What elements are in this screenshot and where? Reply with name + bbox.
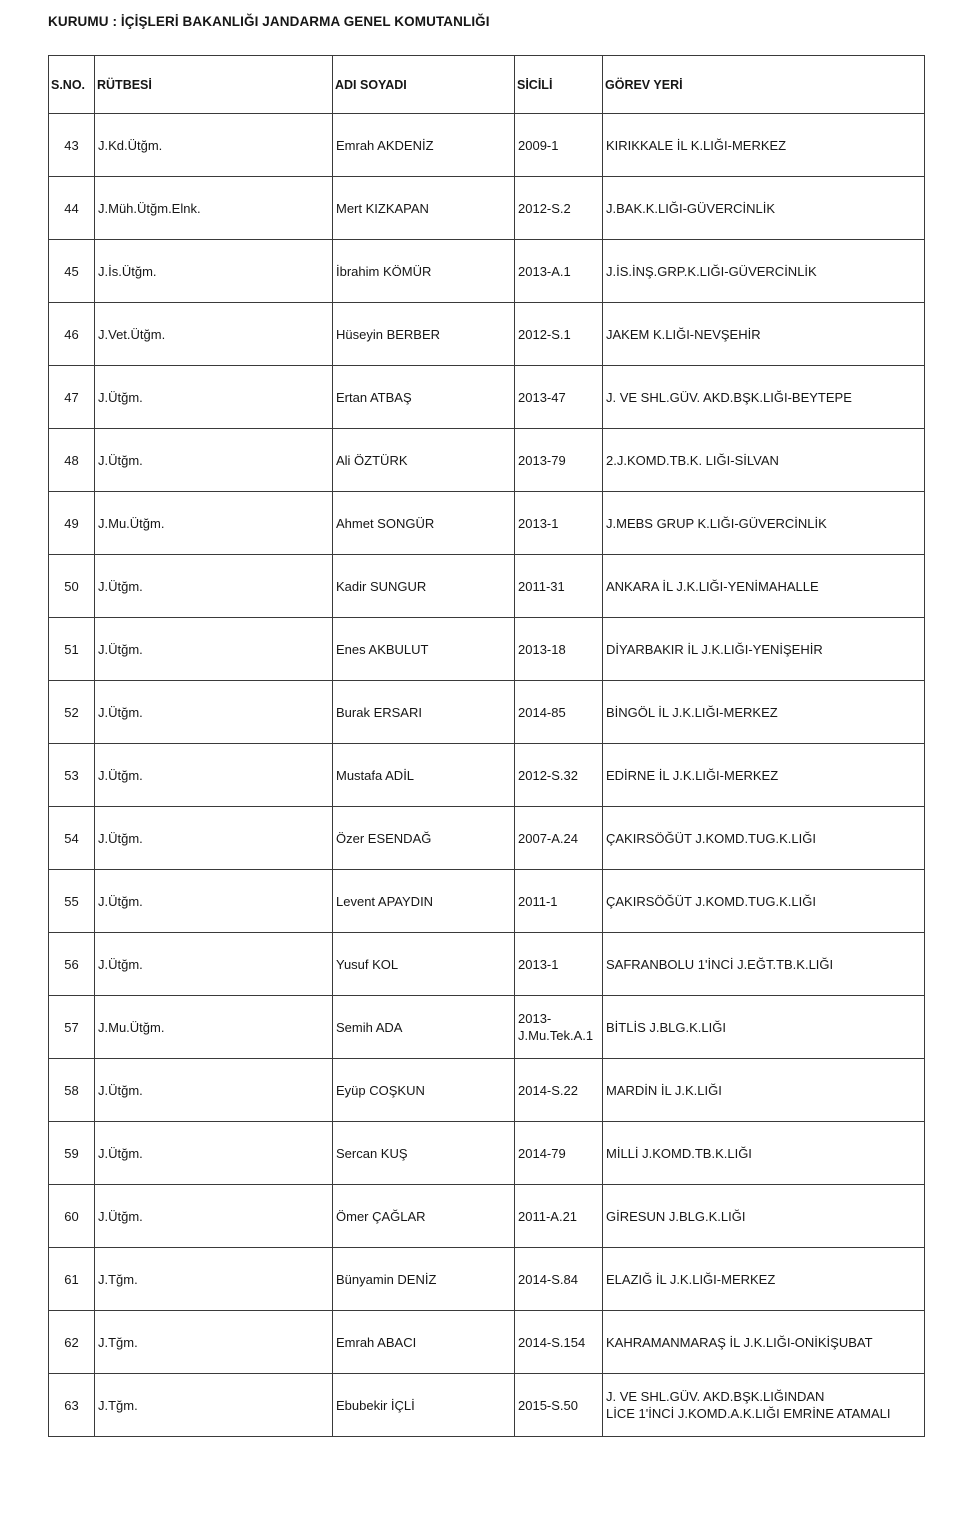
- cell-registry: 2012-S.2: [515, 177, 603, 240]
- cell-duty-station: BİTLİS J.BLG.K.LIĞI: [603, 996, 925, 1059]
- cell-rank: J.Kd.Ütğm.: [95, 114, 333, 177]
- table-row: [49, 303, 925, 366]
- cell-duty-station: DİYARBAKIR İL J.K.LIĞI-YENİŞEHİR: [603, 618, 925, 681]
- table-row: [49, 240, 925, 303]
- cell-sno: 59: [49, 1122, 95, 1185]
- cell-sno: 63: [49, 1374, 95, 1437]
- cell-rank: J.Mu.Ütğm.: [95, 996, 333, 1059]
- cell-duty-station: ÇAKIRSÖĞÜT J.KOMD.TUG.K.LIĞI: [603, 870, 925, 933]
- cell-rank: J.Müh.Ütğm.Elnk.: [95, 177, 333, 240]
- cell-duty-station: MARDİN İL J.K.LIĞI: [603, 1059, 925, 1122]
- cell-rank: J.Ütğm.: [95, 618, 333, 681]
- cell-registry: 2013-1: [515, 933, 603, 996]
- cell-sno: 62: [49, 1311, 95, 1374]
- cell-duty-station: J.MEBS GRUP K.LIĞI-GÜVERCİNLİK: [603, 492, 925, 555]
- cell-name: Enes AKBULUT: [333, 618, 515, 681]
- cell-duty-station: ELAZIĞ İL J.K.LIĞI-MERKEZ: [603, 1248, 925, 1311]
- cell-registry: 2013-1: [515, 492, 603, 555]
- column-header-name: ADI SOYADI: [333, 56, 515, 114]
- cell-sno: 58: [49, 1059, 95, 1122]
- cell-sno: 43: [49, 114, 95, 177]
- table-row: [49, 1059, 925, 1122]
- cell-sno: 57: [49, 996, 95, 1059]
- cell-sno: 53: [49, 744, 95, 807]
- cell-name: Mustafa ADİL: [333, 744, 515, 807]
- cell-duty-station: BİNGÖL İL J.K.LIĞI-MERKEZ: [603, 681, 925, 744]
- cell-rank: J.Ütğm.: [95, 429, 333, 492]
- table-row: [49, 366, 925, 429]
- table-row: [49, 807, 925, 870]
- column-header-registry: SİCİLİ: [515, 56, 603, 114]
- cell-rank: J.Tğm.: [95, 1311, 333, 1374]
- cell-rank: J.Ütğm.: [95, 870, 333, 933]
- column-header-duty-station: GÖREV YERİ: [603, 56, 925, 114]
- organization-title: KURUMU : İÇİŞLERİ BAKANLIĞI JANDARMA GENEL KOMUTANLIĞI: [48, 14, 490, 29]
- cell-registry: 2007-A.24: [515, 807, 603, 870]
- cell-sno: 60: [49, 1185, 95, 1248]
- table-header-row: [49, 56, 925, 114]
- cell-duty-station: JAKEM K.LIĞI-NEVŞEHİR: [603, 303, 925, 366]
- cell-registry: 2012-S.32: [515, 744, 603, 807]
- cell-registry: 2013-79: [515, 429, 603, 492]
- table-row: [49, 996, 925, 1059]
- column-header-sno: S.NO.: [49, 56, 95, 114]
- cell-sno: 47: [49, 366, 95, 429]
- cell-duty-station: KIRIKKALE İL K.LIĞI-MERKEZ: [603, 114, 925, 177]
- cell-sno: 52: [49, 681, 95, 744]
- table-row: [49, 492, 925, 555]
- cell-registry: 2009-1: [515, 114, 603, 177]
- table-row: [49, 1185, 925, 1248]
- table-row: [49, 1311, 925, 1374]
- cell-sno: 55: [49, 870, 95, 933]
- cell-rank: J.Ütğm.: [95, 807, 333, 870]
- cell-name: Emrah ABACI: [333, 1311, 515, 1374]
- cell-name: Yusuf KOL: [333, 933, 515, 996]
- table-row: [49, 933, 925, 996]
- cell-duty-station: ANKARA İL J.K.LIĞI-YENİMAHALLE: [603, 555, 925, 618]
- cell-rank: J.Tğm.: [95, 1248, 333, 1311]
- cell-registry: 2014-S.84: [515, 1248, 603, 1311]
- table-row: [49, 1248, 925, 1311]
- personnel-table: [48, 55, 925, 1437]
- cell-rank: J.Vet.Ütğm.: [95, 303, 333, 366]
- table-body: [49, 114, 925, 1437]
- cell-registry: 2014-S.154: [515, 1311, 603, 1374]
- table-row: [49, 1122, 925, 1185]
- cell-duty-station: J.BAK.K.LIĞI-GÜVERCİNLİK: [603, 177, 925, 240]
- cell-rank: J.Tğm.: [95, 1374, 333, 1437]
- cell-registry: 2011-A.21: [515, 1185, 603, 1248]
- table-row: [49, 114, 925, 177]
- cell-name: Özer ESENDAĞ: [333, 807, 515, 870]
- cell-name: Eyüp COŞKUN: [333, 1059, 515, 1122]
- cell-name: Ömer ÇAĞLAR: [333, 1185, 515, 1248]
- cell-duty-station: MİLLİ J.KOMD.TB.K.LIĞI: [603, 1122, 925, 1185]
- cell-duty-station: J. VE SHL.GÜV. AKD.BŞK.LIĞINDAN LİCE 1'İNCİ J.KOMD.A.K.LIĞI EMRİNE ATAMALI: [603, 1374, 925, 1437]
- cell-name: Sercan KUŞ: [333, 1122, 515, 1185]
- cell-name: Ali ÖZTÜRK: [333, 429, 515, 492]
- cell-registry: 2012-S.1: [515, 303, 603, 366]
- cell-sno: 50: [49, 555, 95, 618]
- cell-duty-station: J.İS.İNŞ.GRP.K.LIĞI-GÜVERCİNLİK: [603, 240, 925, 303]
- cell-registry: 2011-31: [515, 555, 603, 618]
- cell-registry: 2013-47: [515, 366, 603, 429]
- cell-name: Bünyamin DENİZ: [333, 1248, 515, 1311]
- cell-name: Burak ERSARI: [333, 681, 515, 744]
- cell-sno: 54: [49, 807, 95, 870]
- cell-registry: 2013- J.Mu.Tek.A.1: [515, 996, 603, 1059]
- cell-registry: 2013-18: [515, 618, 603, 681]
- cell-duty-station: EDİRNE İL J.K.LIĞI-MERKEZ: [603, 744, 925, 807]
- cell-rank: J.İs.Ütğm.: [95, 240, 333, 303]
- cell-duty-station: SAFRANBOLU 1'İNCİ J.EĞT.TB.K.LIĞI: [603, 933, 925, 996]
- cell-registry: 2014-85: [515, 681, 603, 744]
- cell-registry: 2014-S.22: [515, 1059, 603, 1122]
- cell-name: Ertan ATBAŞ: [333, 366, 515, 429]
- cell-name: Mert KIZKAPAN: [333, 177, 515, 240]
- cell-sno: 44: [49, 177, 95, 240]
- table-row: [49, 555, 925, 618]
- cell-duty-station: J. VE SHL.GÜV. AKD.BŞK.LIĞI-BEYTEPE: [603, 366, 925, 429]
- cell-name: Ahmet SONGÜR: [333, 492, 515, 555]
- cell-duty-station: 2.J.KOMD.TB.K. LIĞI-SİLVAN: [603, 429, 925, 492]
- cell-name: Levent APAYDIN: [333, 870, 515, 933]
- cell-name: Hüseyin BERBER: [333, 303, 515, 366]
- cell-duty-station: GİRESUN J.BLG.K.LIĞI: [603, 1185, 925, 1248]
- table-row: [49, 870, 925, 933]
- cell-duty-station: KAHRAMANMARAŞ İL J.K.LIĞI-ONİKİŞUBAT: [603, 1311, 925, 1374]
- cell-sno: 45: [49, 240, 95, 303]
- cell-sno: 61: [49, 1248, 95, 1311]
- cell-registry: 2011-1: [515, 870, 603, 933]
- cell-sno: 49: [49, 492, 95, 555]
- cell-sno: 56: [49, 933, 95, 996]
- table-row: [49, 744, 925, 807]
- cell-registry: 2015-S.50: [515, 1374, 603, 1437]
- cell-rank: J.Ütğm.: [95, 744, 333, 807]
- cell-rank: J.Ütğm.: [95, 933, 333, 996]
- table-row: [49, 429, 925, 492]
- cell-name: Emrah AKDENİZ: [333, 114, 515, 177]
- cell-registry: 2013-A.1: [515, 240, 603, 303]
- cell-rank: J.Ütğm.: [95, 1059, 333, 1122]
- table-row: [49, 681, 925, 744]
- cell-duty-station: ÇAKIRSÖĞÜT J.KOMD.TUG.K.LIĞI: [603, 807, 925, 870]
- cell-registry: 2014-79: [515, 1122, 603, 1185]
- cell-name: Semih ADA: [333, 996, 515, 1059]
- cell-rank: J.Ütğm.: [95, 555, 333, 618]
- cell-name: İbrahim KÖMÜR: [333, 240, 515, 303]
- cell-rank: J.Ütğm.: [95, 1122, 333, 1185]
- cell-sno: 46: [49, 303, 95, 366]
- table-row: [49, 1374, 925, 1437]
- cell-sno: 51: [49, 618, 95, 681]
- table-row: [49, 177, 925, 240]
- cell-name: Ebubekir İÇLİ: [333, 1374, 515, 1437]
- cell-rank: J.Mu.Ütğm.: [95, 492, 333, 555]
- cell-rank: J.Ütğm.: [95, 366, 333, 429]
- table-row: [49, 618, 925, 681]
- cell-rank: J.Ütğm.: [95, 681, 333, 744]
- cell-name: Kadir SUNGUR: [333, 555, 515, 618]
- cell-rank: J.Ütğm.: [95, 1185, 333, 1248]
- cell-sno: 48: [49, 429, 95, 492]
- column-header-rank: RÜTBESİ: [95, 56, 333, 114]
